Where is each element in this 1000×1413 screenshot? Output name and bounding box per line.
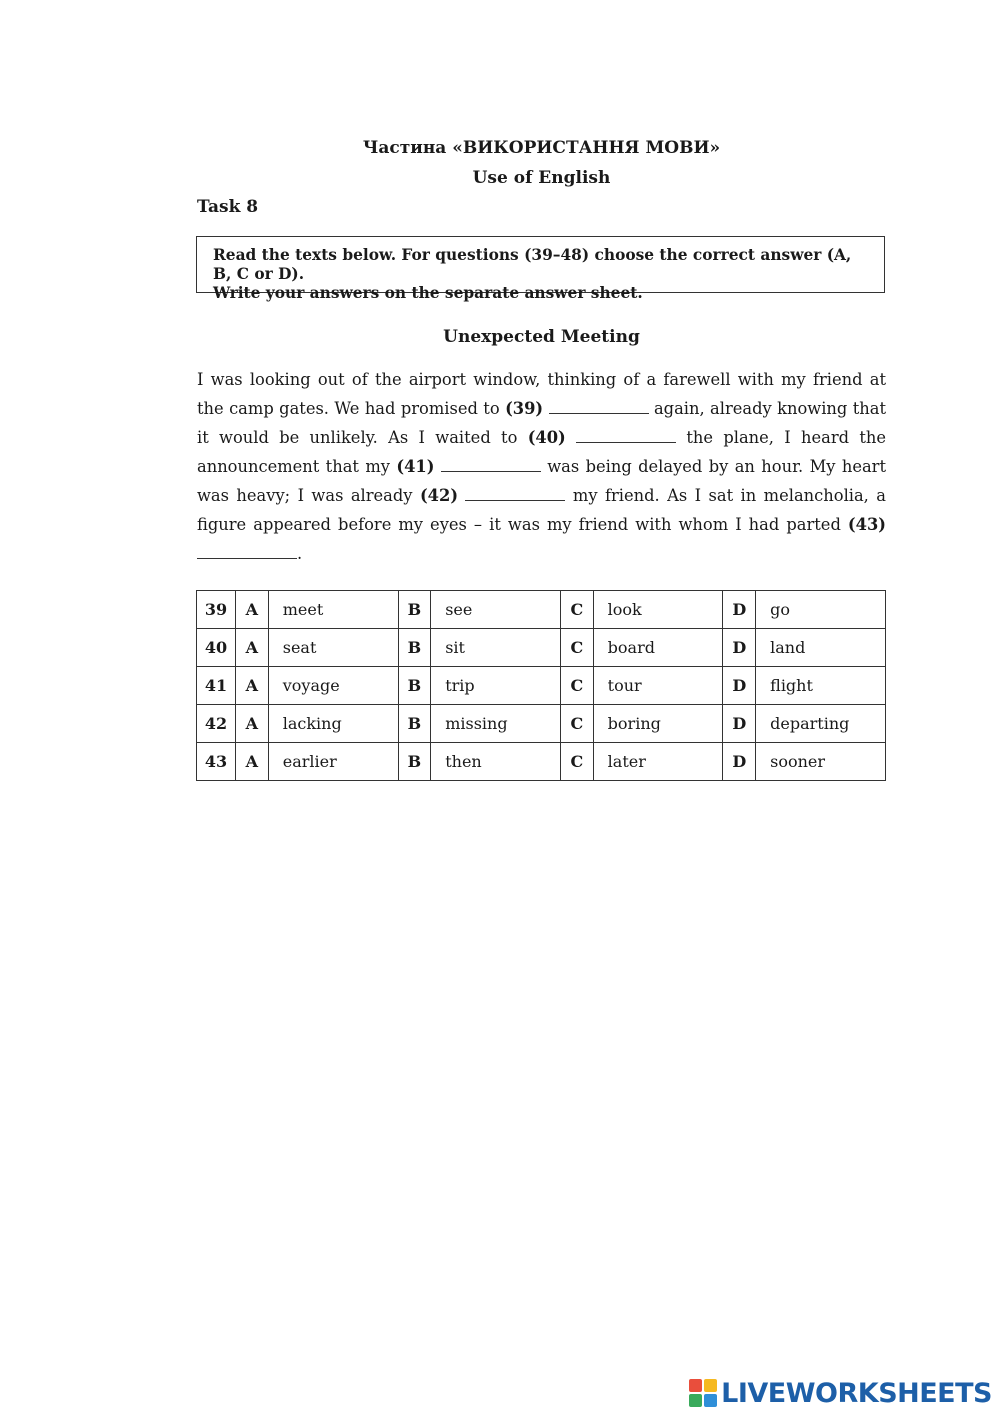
option-letter: B — [398, 629, 431, 667]
option-letter: C — [560, 743, 593, 781]
passage-part: my friend. As I sat in melancholia, a figure appeared before my eyes – it was my friend with whom I had parted — [197, 486, 886, 534]
instruction-line-2: Write your answers on the separate answer sheet. — [213, 284, 643, 302]
option-a-word[interactable]: lacking — [268, 705, 398, 743]
option-letter: C — [560, 667, 593, 705]
option-d-word[interactable]: go — [756, 591, 886, 629]
passage — [197, 365, 886, 568]
option-c-word[interactable]: look — [593, 591, 723, 629]
option-letter: A — [236, 667, 269, 705]
option-b-word[interactable]: trip — [431, 667, 561, 705]
question-number-cell: 43 — [197, 743, 236, 781]
option-c-word[interactable]: later — [593, 743, 723, 781]
passage-part: again, already knowing that it would be unlikely. As I waited to — [197, 399, 886, 447]
option-a-word[interactable]: earlier — [268, 743, 398, 781]
option-letter: C — [560, 591, 593, 629]
question-number: (39) — [505, 399, 544, 418]
gap-40[interactable] — [576, 428, 676, 443]
passage-part: the plane, I heard the announcement that my — [197, 428, 886, 476]
passage-part: . — [297, 544, 303, 563]
gap-43[interactable] — [197, 544, 297, 559]
gap-42[interactable] — [465, 486, 565, 501]
option-a-word[interactable]: seat — [268, 629, 398, 667]
option-letter: A — [236, 629, 269, 667]
table-row — [197, 591, 886, 629]
instruction-box — [196, 236, 885, 302]
option-letter: A — [236, 705, 269, 743]
question-number: (42) — [419, 486, 459, 505]
liveworksheets-logo — [689, 1376, 992, 1410]
option-letter: D — [723, 629, 756, 667]
option-letter: A — [236, 591, 269, 629]
option-letter: D — [723, 591, 756, 629]
logo-square — [704, 1394, 717, 1407]
subtitle: Use of English — [472, 168, 611, 188]
option-b-word[interactable]: then — [431, 743, 561, 781]
question-number: (43) — [847, 515, 886, 534]
passage-part: I was looking out of the airport window, thinking of a farewell with my friend at the camp gates. We had promised to — [197, 370, 886, 418]
question-number-cell: 40 — [197, 629, 236, 667]
option-d-word[interactable]: flight — [756, 667, 886, 705]
table-row — [197, 667, 886, 705]
option-d-word[interactable]: departing — [756, 705, 886, 743]
liveworksheets-logo-text: LIVEWORKSHEETS — [721, 1377, 992, 1409]
question-number: (41) — [396, 457, 435, 476]
gap-39[interactable] — [549, 399, 649, 414]
option-letter: B — [398, 667, 431, 705]
task-label: Task 8 — [197, 197, 259, 217]
instruction-line-1: Read the texts below. For questions (39–48) choose the correct answer (A, B, C or D). — [213, 246, 852, 283]
option-letter: B — [398, 743, 431, 781]
option-letter: A — [236, 743, 269, 781]
option-b-word[interactable]: see — [431, 591, 561, 629]
option-letter: D — [723, 667, 756, 705]
text-title: Unexpected Meeting — [443, 327, 640, 347]
option-d-word[interactable]: sooner — [756, 743, 886, 781]
options-table — [196, 590, 886, 781]
table-row — [197, 705, 886, 743]
option-a-word[interactable]: meet — [268, 591, 398, 629]
logo-square — [689, 1379, 702, 1392]
section-title: Частина «ВИКОРИСТАННЯ МОВИ» — [362, 138, 721, 158]
question-number: (40) — [527, 428, 566, 447]
option-letter: B — [398, 705, 431, 743]
logo-square — [704, 1379, 717, 1392]
table-row — [197, 743, 886, 781]
table-row — [197, 629, 886, 667]
logo-square — [689, 1394, 702, 1407]
option-letter: D — [723, 705, 756, 743]
gap-41[interactable] — [441, 457, 541, 472]
passage-part: was being delayed by an hour. My heart was heavy; I was already — [197, 457, 887, 505]
liveworksheets-logo-icon — [689, 1379, 717, 1407]
question-number-cell: 39 — [197, 591, 236, 629]
option-b-word[interactable]: sit — [431, 629, 561, 667]
option-c-word[interactable]: board — [593, 629, 723, 667]
option-c-word[interactable]: tour — [593, 667, 723, 705]
question-number-cell: 41 — [197, 667, 236, 705]
option-c-word[interactable]: boring — [593, 705, 723, 743]
option-d-word[interactable]: land — [756, 629, 886, 667]
option-letter: C — [560, 629, 593, 667]
option-b-word[interactable]: missing — [431, 705, 561, 743]
option-letter: B — [398, 591, 431, 629]
question-number-cell: 42 — [197, 705, 236, 743]
option-letter: C — [560, 705, 593, 743]
option-a-word[interactable]: voyage — [268, 667, 398, 705]
option-letter: D — [723, 743, 756, 781]
